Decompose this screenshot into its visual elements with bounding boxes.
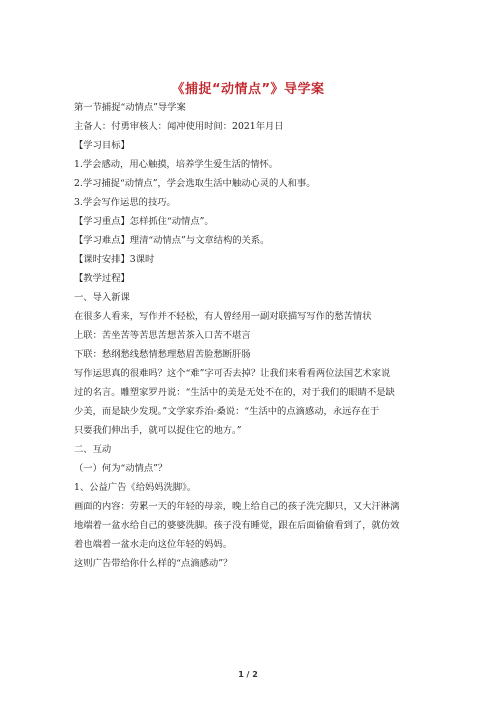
document-body <box>74 98 428 573</box>
question-heading: （一）何为“动情点”？ <box>74 463 168 474</box>
goal-item: 1.学会感动，用心触摸，培养学生爱生活的情怀。 <box>74 159 279 170</box>
goal-item: 3.学会写作运思的技巧。 <box>74 197 176 208</box>
question-line: 这则广告带给你什么样的“点滴感动”？ <box>74 558 233 569</box>
paragraph-line: 只要我们伸出手，就可以捉住它的地方。” <box>74 425 242 436</box>
paragraph-line: 少美，而是缺少发现。”文学家乔治·桑说：“生活中的点滴感动，永远存在于 <box>74 406 380 417</box>
subheading: 一、导入新课 <box>74 292 130 303</box>
difficult-point: 【学习难点】理清“动情点”与文章结构的关系。 <box>74 235 270 246</box>
couplet-line: 上联：苦坐苦等苦思苦想苦茶入口苦不堪言 <box>74 330 251 341</box>
couplet-line: 下联：愁纲愁线愁情愁理愁眉苦脸愁断肝肠 <box>74 349 251 360</box>
paragraph-line: 画面的内容：劳累一天的年轻的母亲，晚上给自己的孩子洗完脚只，又大汗淋漓 <box>74 501 400 512</box>
paragraph-line: 过的名言。雕塑家罗丹说：“生活中的美是无处不在的，对于我们的眼睛不是缺 <box>74 387 395 398</box>
page-number: 1 / 2 <box>238 670 258 679</box>
schedule: 【课时安排】3课时 <box>74 254 155 265</box>
learning-goals-heading: 【学习目标】 <box>74 140 130 151</box>
teaching-process-heading: 【教学过程】 <box>74 273 130 284</box>
goal-item: 2.学习捕捉“动情点”，学会选取生活中触动心灵的人和事。 <box>74 178 316 189</box>
author-info: 主备人：付勇审核人：闻冲使用时间：2021年月日 <box>74 121 284 132</box>
key-point: 【学习重点】怎样抓住“动情点”。 <box>74 216 214 227</box>
subheading: 二、互动 <box>74 444 112 455</box>
document-title: 《捕捉“动情点”》导学案 <box>171 82 325 97</box>
paragraph-line: 着也端着一盆水走向这位年轻的妈妈。 <box>74 539 233 550</box>
section-heading: 第一节捕捉“动情点”导学案 <box>74 102 186 113</box>
paragraph-line: 地端着一盆水给自己的婆婆洗脚。孩子没有睡觉，跟在后面偷偷看到了，就仿效 <box>74 520 400 531</box>
paragraph-line: 写作运思真的很难吗？这个“难”字可否去掉？让我们来看看两位法国艺术家说 <box>74 368 391 379</box>
list-item: 1、公益广告《给妈妈洗脚》。 <box>74 482 197 493</box>
paragraph-line: 在很多人看来，写作并不轻松，有人曾经用一副对联描写写作的愁苦情状 <box>74 311 372 322</box>
